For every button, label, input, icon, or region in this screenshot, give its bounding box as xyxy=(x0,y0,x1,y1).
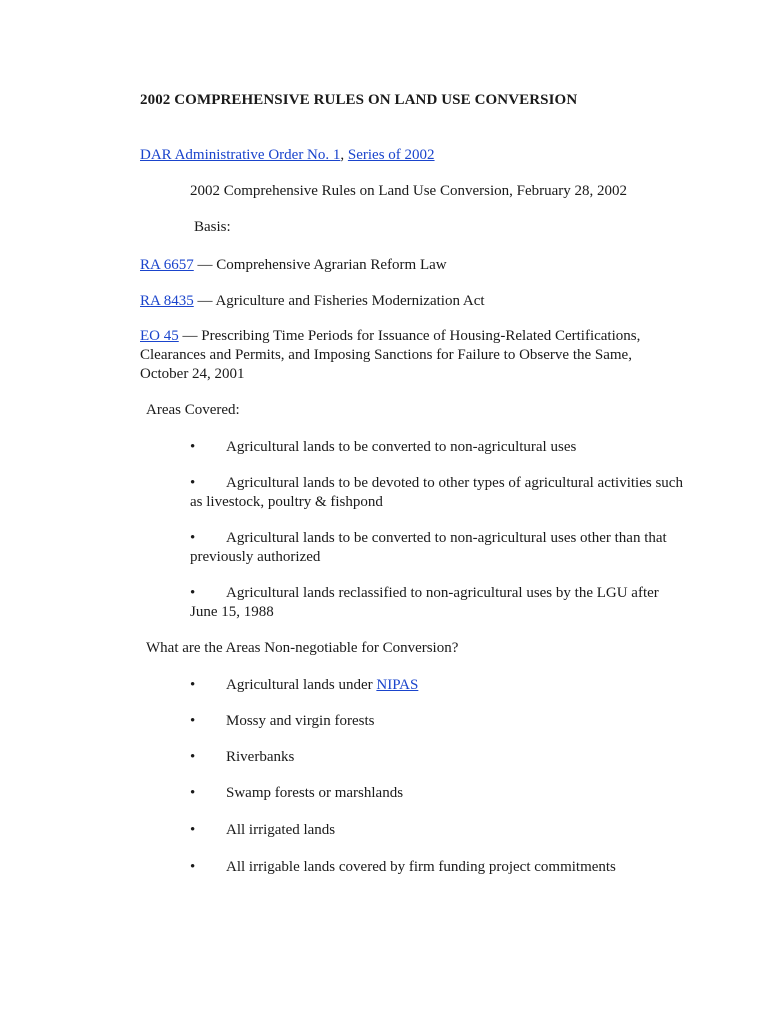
bullet-icon: • xyxy=(190,822,196,838)
bullet-icon: • xyxy=(190,585,196,601)
list-item xyxy=(190,784,685,803)
list-item-text: All irrigable lands covered by firm funding project commitments xyxy=(226,859,616,875)
non-negotiable-label: What are the Areas Non-negotiable for Conversion? xyxy=(146,640,459,656)
bullet-icon: • xyxy=(190,439,196,455)
order-link[interactable]: DAR Administrative Order No. 1 xyxy=(140,147,341,163)
document-subtitle: 2002 Comprehensive Rules on Land Use Conversion, February 28, 2002 xyxy=(190,183,628,199)
list-item xyxy=(190,584,685,622)
areas-covered-label: Areas Covered: xyxy=(146,402,240,418)
list-item-text: Agricultural lands under xyxy=(226,677,377,693)
bullet-icon: • xyxy=(190,859,196,875)
list-item-text: Mossy and virgin forests xyxy=(226,713,375,729)
list-item xyxy=(190,438,685,457)
ra-6657-link[interactable]: RA 6657 xyxy=(140,257,194,273)
order-reference xyxy=(140,146,435,165)
list-item-text: All irrigated lands xyxy=(226,822,336,838)
list-item xyxy=(190,712,685,731)
basis-item xyxy=(140,292,485,311)
document-title: 2002 COMPREHENSIVE RULES ON LAND USE CONVERSION xyxy=(140,92,578,108)
list-item-text: Agricultural lands reclassified to non-agricultural uses by the LGU after June 15, 1988 xyxy=(190,585,659,620)
list-item xyxy=(190,474,685,512)
bullet-icon: • xyxy=(190,749,196,765)
basis-label: Basis: xyxy=(194,219,231,235)
list-item-text: Agricultural lands to be converted to non-agricultural uses other than that previously authorized xyxy=(190,530,667,565)
list-item xyxy=(190,676,685,695)
list-item xyxy=(190,858,685,877)
bullet-icon: • xyxy=(190,677,196,693)
bullet-icon: • xyxy=(190,475,196,491)
basis-item xyxy=(140,256,447,275)
list-item-text: Swamp forests or marshlands xyxy=(226,785,404,801)
nipas-link[interactable]: NIPAS xyxy=(376,677,419,693)
ra-8435-link[interactable]: RA 8435 xyxy=(140,293,194,309)
basis-item xyxy=(140,327,660,384)
list-item xyxy=(190,529,685,567)
series-link[interactable]: Series of 2002 xyxy=(347,147,435,163)
basis-item-text: — Agriculture and Fisheries Modernization Act xyxy=(193,293,485,309)
eo-45-link[interactable]: EO 45 xyxy=(140,328,179,344)
list-item-text: Agricultural lands to be devoted to other types of agricultural activities such as livestock, poultry & fishpond xyxy=(190,475,683,510)
list-item xyxy=(190,821,685,840)
list-item-text: Riverbanks xyxy=(226,749,295,765)
list-item-text: Agricultural lands to be converted to non-agricultural uses xyxy=(226,439,577,455)
list-item xyxy=(190,748,685,767)
bullet-icon: • xyxy=(190,713,196,729)
order-separator: , xyxy=(340,147,348,163)
bullet-icon: • xyxy=(190,785,196,801)
bullet-icon: • xyxy=(190,530,196,546)
basis-item-text: — Comprehensive Agrarian Reform Law xyxy=(193,257,447,273)
basis-item-text: — Prescribing Time Periods for Issuance of Housing-Related Certifications, Clearances and Permits, and Imposing Sanctions for Failure to Observe the Same, October 24, 2001 xyxy=(140,328,641,382)
